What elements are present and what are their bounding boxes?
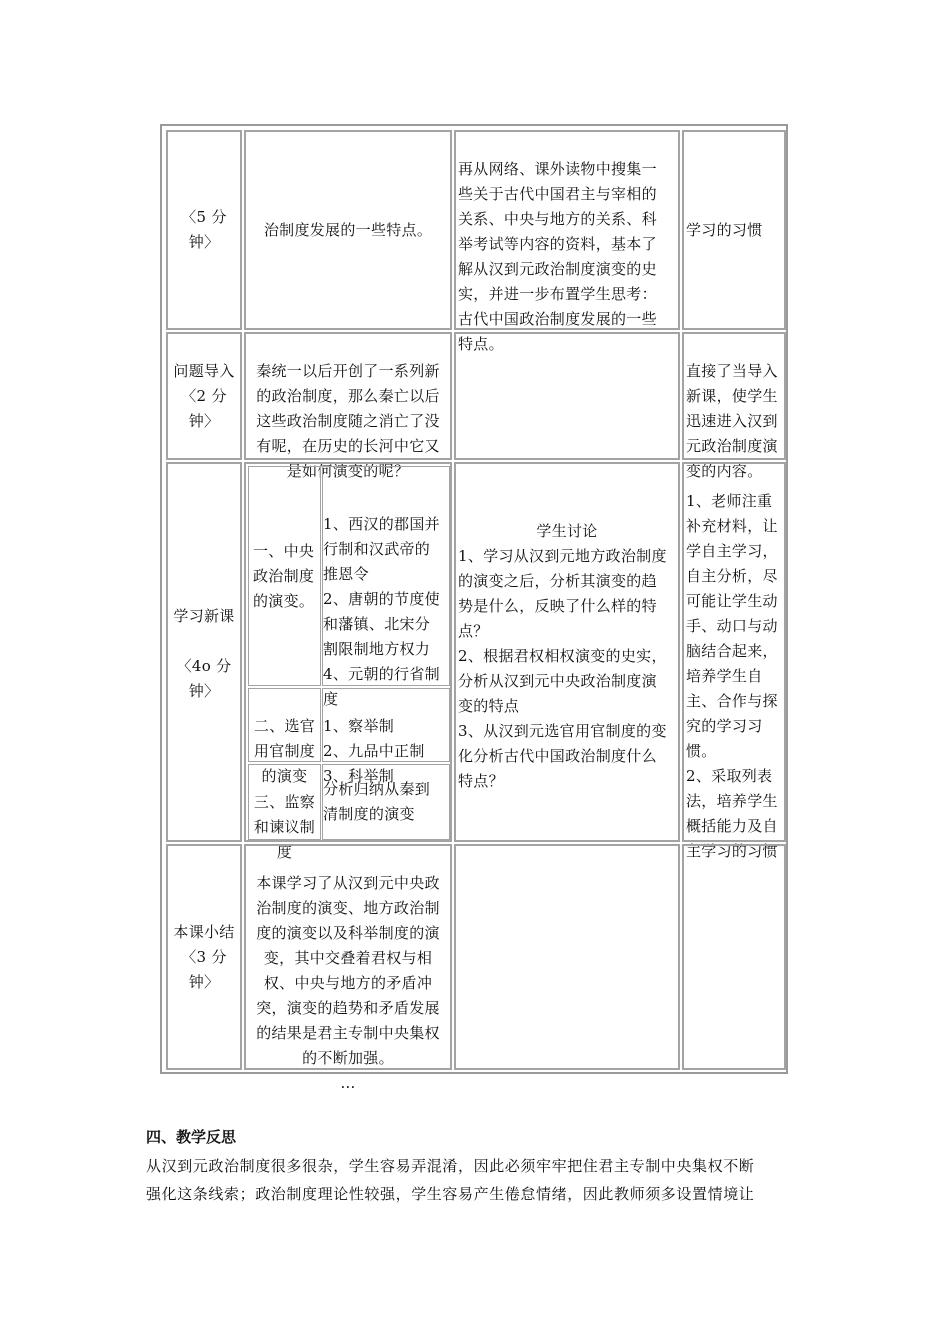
sub2-title: 二、选官 用官制度 的演变 — [253, 717, 316, 785]
sub3-items-box — [322, 764, 450, 840]
row4-content: 本课学习了从汉到元中央政 治制度的演变、地方政治制 度的演变以及科举制度的演 变，其中交叠着君权与相 权、中央与地方的矛盾冲 突，演变的趋势和矛盾发展 的结果是君主专制中央集权 的不断加强。 … — [256, 874, 440, 1092]
row1-intent-cell — [682, 130, 786, 330]
row2-content: 秦统一以后开创了一系列新 的政治制度，那么秦亡以后 这些政治制度随之消亡了没 有呢，在历史的长河中它又 是如何演变的呢？ — [256, 362, 440, 480]
row4-content-cell — [244, 844, 452, 1092]
sub2-title-box — [248, 688, 321, 785]
row4-empty-cell-2 — [682, 844, 786, 1070]
row3-stage-time: 〈4o 分钟〉 — [176, 657, 232, 700]
row2-intent: 直接了当导入 新课，使学生 迅速进入汉到 元政治制度演 变的内容。 — [686, 362, 778, 480]
row4-stage-cell — [166, 844, 242, 1070]
sub1-title: 一、中央 政治制度 的演变。 — [253, 541, 315, 610]
section-heading: 四、教学反思 — [146, 1128, 237, 1146]
row1-intent: 学习的习惯 — [686, 220, 763, 239]
discussion-items: 1、学习从汉到元地方政治制度 的演变之后，分析其演变的趋 势是什么，反映了什么样的特 点？ 2、根据君权相权演变的史实， 分析从汉到元中央政治制度演 变的特点 3、从汉到元选官用官制度的变 化分析古代中国政治制度什么 特点？ — [458, 547, 667, 790]
lesson-plan-table — [160, 124, 788, 1092]
row1-content: 治制度发展的一些特点。 — [263, 220, 433, 239]
sub1-items-box — [322, 466, 450, 708]
sub1-items: 1、西汉的郡国并 行制和汉武帝的 推恩令 2、唐朝的节度使 和藩镇、北宋分 割限制地方权力 4、元朝的行省制 度 — [323, 515, 440, 708]
row1-time-cell — [166, 130, 242, 330]
row3-discussion-cell — [454, 462, 680, 842]
row3-intent: 1、老师注重 补充材料，让 学自主学习， 自主分析，尽 可能让学生动 手、动口与动 脑结合起来， 培养学生自 主、合作与探 究的学习习 惯。 2、采取列表 法，培养学生 概括能力及自 主学习的习惯 — [686, 492, 778, 860]
row2-stage: 问题导入 〈2 分钟〉 — [173, 361, 235, 430]
sub3-title-box — [248, 764, 321, 861]
row3-intent-cell — [682, 462, 786, 860]
row2-stage-cell — [166, 332, 242, 460]
row1-time: 〈5 分钟〉 — [181, 208, 227, 251]
row3-stage-cell — [166, 462, 242, 842]
row4-empty-cell-1 — [454, 844, 680, 1070]
row3-stage-label: 学习新课 — [173, 607, 235, 625]
sub2-items-box — [322, 688, 450, 785]
row1-content-cell — [244, 130, 452, 330]
row2-empty-cell — [454, 332, 680, 460]
row1-activity: 再从网络、课外读物中搜集一 些关于古代中国君主与宰相的 关系、中央与地方的关系、科 举考试等内容的资料，基本了 解从汉到元政治制度演变的史 实，并进一步布置学生思考： 古代中国政治制度发展的一些 特点。 — [458, 160, 657, 353]
sub1-title-box — [248, 466, 321, 686]
reflection-line-2: 强化这条线索；政治制度理论性较强，学生容易产生倦怠情绪，因此教师须多设置情境让 — [146, 1185, 755, 1203]
sub3-items: 分析归纳从秦到 清制度的演变 — [323, 780, 431, 823]
row1-activity-cell — [454, 130, 680, 353]
discussion-title: 学生讨论 — [536, 522, 598, 540]
row3-subtopics-cell — [244, 462, 452, 861]
sub3-title: 三、监察 和谏议制 度 — [253, 793, 316, 861]
reflection-line-1: 从汉到元政治制度很多很杂，学生容易弄混淆，因此必须牢牢把住君主专制中央集权不断 — [146, 1157, 755, 1175]
row2-content-cell — [244, 332, 452, 480]
reflection-paragraph — [146, 1152, 806, 1208]
sub2-items: 1、察举制 2、九品中正制 3、科举制 — [323, 717, 425, 785]
row2-intent-cell — [682, 332, 786, 480]
row4-stage: 本课小结 〈3 分钟〉 — [173, 922, 235, 991]
